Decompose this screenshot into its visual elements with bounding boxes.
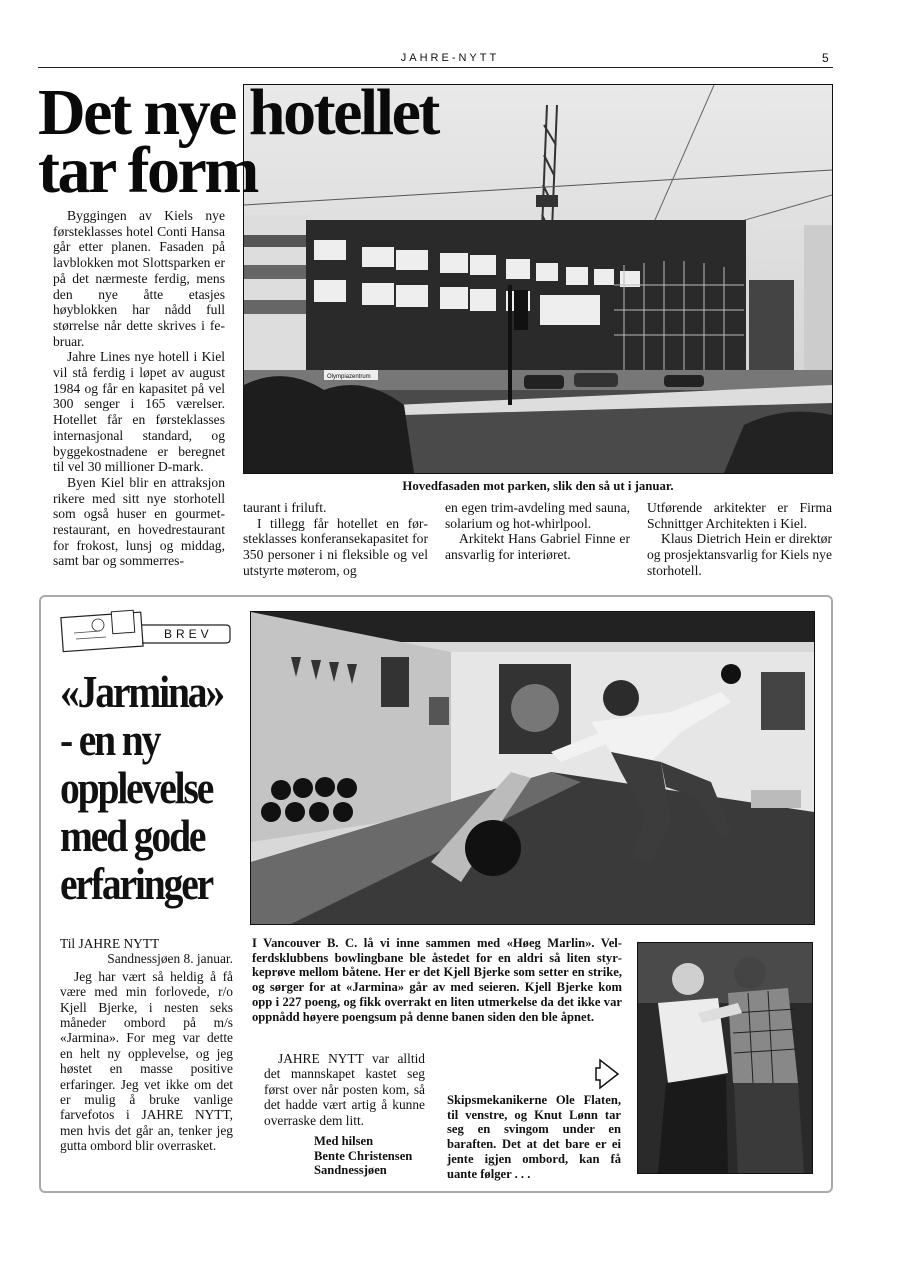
dance-photo-caption: Skipsmekanikerne Ole Flaten, til venstre, og Knut Lønn tar seg en svingom under en baraften. Det at det bare er ei jente igjen ombord, kan få uante følger . . .	[447, 1093, 621, 1181]
running-header: JAHRE-NYTT	[400, 52, 500, 64]
paragraph: Byen Kiel blir en attraksjon rikere med sitt nye storhotell som også huser en gourmetrestaurant, en hovedrestaurant for frokost, lunsj og middag, samt bar og sommerres-	[53, 474, 225, 569]
hotel-photo-caption: Hovedfasaden mot parken, slik den så ut i januar.	[402, 479, 674, 493]
dance-photo-illustration	[638, 943, 812, 1173]
signature-place: Sandnessjøen	[314, 1163, 387, 1178]
paragraph: Byggingen av Kiels nye førsteklasses hotel Conti Hansa går etter planen. Fasaden på lavblokken mot Slottsparken er på det nærmeste ferdig, mens den nye åtte etasjes høyblokken har nådd full størrelse når dette skrives i februar.	[53, 208, 225, 349]
article-column-1	[53, 208, 225, 569]
paragraph: taurant i friluft.	[243, 500, 327, 515]
envelope-icon	[60, 605, 232, 653]
letter-headline-line: opplevelse	[60, 762, 213, 813]
paragraph: Jahre Lines nye hotell i Kiel vil stå ferdig i løpet av august 1984 og får en kapasitet på vel 300 senger i 165 værelser. Hotellet får en førsteklasses internasjonal standard, og byggekostnadene er beregnet til vel 30 millioner D-mark.	[53, 349, 225, 475]
brev-label-text: BREV	[164, 627, 213, 641]
header-rule	[38, 67, 833, 68]
dance-photo	[637, 942, 813, 1174]
letter-closing-paragraph: JAHRE NYTT var alltid det mannskapet kastet seg først over når posten kom, så det hadde vært artig å kunne overraske dem litt.	[264, 1051, 425, 1128]
paragraph: Klaus Dietrich Hein er direktør og prosjektansvarlig for Kiels nye storhotell.	[647, 531, 832, 578]
letter-recipient: Til JAHRE NYTT	[60, 936, 160, 951]
bowling-photo-illustration	[251, 612, 814, 924]
paragraph: Utførende arkitekter er Firma Schnittger Architekten i Kiel.	[647, 500, 832, 531]
bowling-photo	[250, 611, 815, 925]
article-column-3	[445, 500, 630, 563]
letter-end	[264, 1051, 425, 1128]
paragraph: I tillegg får hotellet en førsteklasses konferansekapasitet for 350 personer i ni fleksible og vel utstyrte møterom, og	[243, 515, 428, 578]
street-sign-text: Olympiazentrum	[327, 374, 371, 380]
article-column-2	[243, 500, 428, 579]
letter-text	[60, 936, 233, 1154]
arrow-right-icon	[594, 1054, 622, 1094]
brev-label	[60, 605, 232, 653]
page-number: 5	[822, 51, 829, 65]
letter-headline-line: «Jarmina»	[60, 666, 224, 717]
signature-name: Bente Christensen	[314, 1148, 413, 1163]
greeting: Med hilsen	[314, 1134, 374, 1148]
headline-line-1: Det nye hotellet	[38, 76, 438, 149]
headline-line-2: tar form	[38, 134, 257, 207]
bowling-photo-caption: I Vancouver B. C. lå vi inne sammen med «Høeg Marlin». Velferdsklubbens bowlingbane ble åstedet for en aldri så liten styrkeprøve mellom båtene. Her er det Kjell Bjerke som setter en strike, og sørger for at «Jarmina» går av med seieren. Kjell Bjerke kom opp i 227 poeng, og fikk overrakt en liten utmerkelse da det ikke var oppnådd høyere poengsum på denne banen siden den ble åpnet.	[252, 936, 622, 1024]
article-headline	[38, 76, 458, 207]
letter-headline	[60, 668, 223, 908]
article-column-4	[647, 500, 832, 579]
letter-body: Jeg har vært så heldig å få være med min forlovede, r/o Kjell Bjerke, i nesten seks måneder ombord på m/s «Jarmina». For meg var dette en helt ny opplevelse, og jeg høstet en masse positive erfaringer. Jeg vet ikke om det er mulig å bruke vanlige farvefotos i JAHRE NYTT, men hvis det går an, tenker jeg gutta ombord blir overrasket.	[60, 968, 233, 1154]
letter-date: Sandnessjøen 8. januar.	[107, 951, 233, 967]
letter-headline-line: med gode	[60, 810, 205, 861]
paragraph: Arkitekt Hans Gabriel Finne er ansvarlig for interiøret.	[445, 531, 630, 563]
letter-signature	[314, 1134, 444, 1178]
paragraph: en egen trim-avdeling med sauna, solarium og hot-whirlpool.	[445, 500, 630, 531]
letter-headline-line: erfaringer	[60, 858, 213, 909]
letter-headline-line: - en ny	[60, 714, 160, 765]
